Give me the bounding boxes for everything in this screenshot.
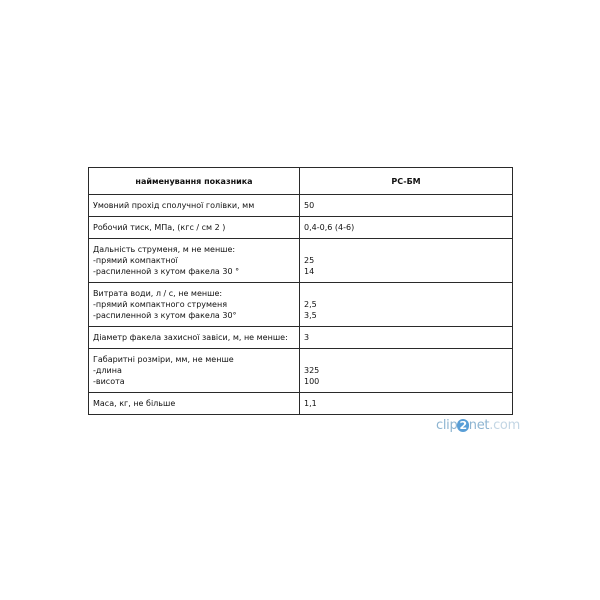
parameter-line: Габаритні розміри, мм, не менше [93,355,234,364]
parameter-line: Умовний прохід сполучної голівки, мм [93,201,255,210]
value-line [304,244,508,255]
parameter-line: Витрата води, л / с, не менше: [93,289,223,298]
parameter-line: Маса, кг, не більше [93,399,176,408]
value-line [304,354,508,365]
value-line: 100 [304,377,320,386]
value-line: 14 [304,267,315,276]
parameter-line: Діаметр факела захисної завіси, м, не менше: [93,333,288,342]
table-row [89,239,513,283]
parameter-line: -прямий компактної [93,256,178,265]
value-cell [300,393,513,415]
table-row [89,349,513,393]
clip2net-watermark: clip 2 net.com [436,418,520,433]
table-row [89,195,513,217]
parameter-cell [89,283,300,327]
table-header-row [89,168,513,195]
parameter-cell [89,327,300,349]
value-line: 25 [304,256,315,265]
value-cell [300,349,513,393]
value-line: 2,5 [304,300,317,309]
value-cell [300,195,513,217]
value-line: 3 [304,333,310,342]
parameter-line: -висота [93,377,125,386]
parameter-cell [89,349,300,393]
value-cell [300,283,513,327]
value-line [304,288,508,299]
value-cell [300,217,513,239]
table-row [89,217,513,239]
table-row [89,327,513,349]
value-line: 1,1 [304,399,317,408]
value-line: 3,5 [304,311,317,320]
value-line: 0,4-0,6 (4-6) [304,223,355,232]
parameter-cell [89,217,300,239]
header-model: PC-БМ [300,168,513,195]
value-cell [300,327,513,349]
parameter-line: Дальність струменя, м не менше: [93,245,236,254]
spec-table [88,167,513,415]
header-parameter: найменування показника [89,168,300,195]
table-row [89,393,513,415]
parameter-cell [89,239,300,283]
parameter-line: -распиленной з кутом факела 30° [93,311,237,320]
parameter-line: -распиленной з кутом факела 30 ° [93,267,240,276]
parameter-cell [89,195,300,217]
table-row [89,283,513,327]
parameter-line: Робочий тиск, МПа, (кгс / см 2 ) [93,223,226,232]
parameter-line: -длина [93,366,122,375]
parameter-line: -прямий компактного струменя [93,300,228,309]
parameter-cell [89,393,300,415]
value-line: 325 [304,366,320,375]
value-line: 50 [304,201,315,210]
value-cell [300,239,513,283]
